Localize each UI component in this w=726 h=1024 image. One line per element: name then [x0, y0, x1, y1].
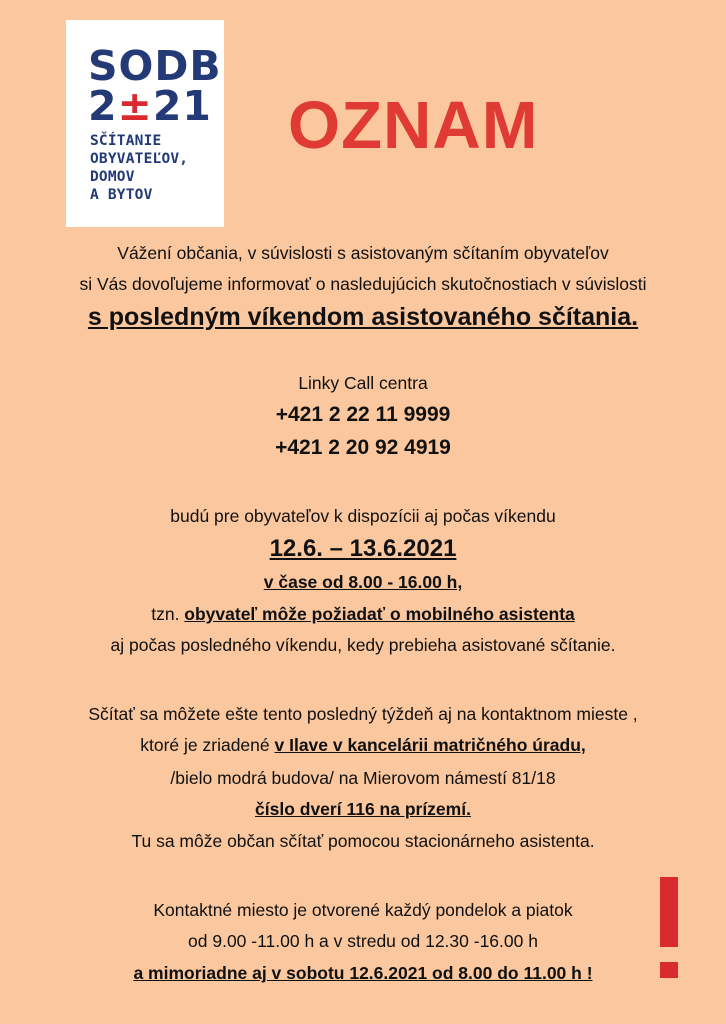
exclamation-dot-icon [660, 962, 678, 978]
call-center-phone-2: +421 2 20 92 4919 [275, 436, 451, 459]
intro-line-2: si Vás dovoľujeme informovať o nasledujúcich skutočnostiach v súvislosti [79, 274, 647, 294]
weekend-line-4: tzn. obyvateľ môže požiadať o mobilného asistenta [151, 604, 575, 624]
hours-line-1: Kontaktné miesto je otvorené každý pondelok a piatok [153, 900, 573, 920]
contact-door-number: číslo dverí 116 na prízemí. [255, 799, 471, 819]
weekend-line-5: aj počas posledného víkendu, kedy prebieha asistované sčítanie. [110, 635, 616, 655]
weekend-line-1: budú pre obyvateľov k dispozícii aj počas víkendu [170, 506, 556, 526]
page-title: OZNAM [288, 88, 539, 163]
mobile-assistant-text: obyvateľ môže požiadať o mobilného asistenta [184, 604, 575, 624]
call-center-label: Linky Call centra [298, 373, 428, 393]
office-location-text: v Ilave v kancelárii matričného úradu, [274, 735, 586, 755]
contact-line-3: /bielo modrá budova/ na Mierovom námestí 81/18 [170, 768, 556, 788]
logo-year-b: 21 [152, 82, 212, 130]
logo-line-sodb: SODB [88, 42, 222, 90]
logo-year-a: 2 [88, 82, 118, 130]
contact-line-5: Tu sa môže občan sčítať pomocou stacionárneho asistenta. [131, 831, 595, 851]
contact-line-2: ktoré je zriadené v Ilave v kancelárii matričného úradu, [140, 735, 586, 755]
weekend-time: v čase od 8.00 - 16.00 h, [263, 572, 463, 592]
hours-line-3: a mimoriadne aj v sobotu 12.6.2021 od 8.00 do 11.00 h ! [133, 963, 593, 983]
plus-minus-icon: ± [117, 82, 153, 130]
hours-line-2: od 9.00 -11.00 h a v stredu od 12.30 -16.00 h [188, 931, 538, 951]
exclamation-icon [660, 877, 678, 947]
sodb-2021-logo [66, 20, 224, 227]
logo-line-year [88, 82, 212, 130]
logo-subtitle: SČÍTANIE OBYVATEĽOV, DOMOV A BYTOV [90, 133, 189, 203]
intro-line-1: Vážení občania, v súvislosti s asistovaným sčítaním obyvateľov [117, 243, 609, 263]
call-center-phone-1: +421 2 22 11 9999 [275, 403, 451, 426]
weekend-dates: 12.6. – 13.6.2021 [269, 535, 457, 562]
intro-headline: s posledným víkendom asistovaného sčítania. [87, 303, 639, 331]
contact-line-1: Sčítať sa môžete ešte tento posledný týždeň aj na kontaktnom mieste , [88, 704, 638, 724]
